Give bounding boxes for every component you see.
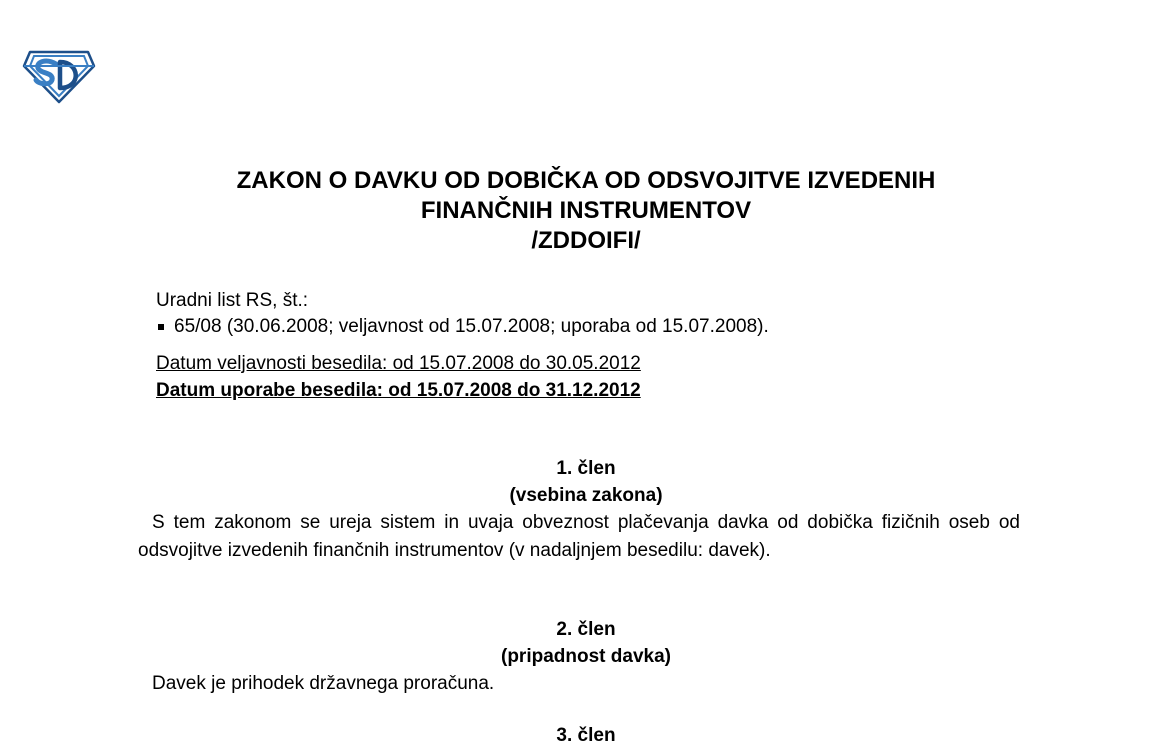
article-2 <box>138 616 1020 698</box>
validity-text: Datum veljavnosti besedila: od 15.07.2008 do 30.05.2012 <box>156 353 641 374</box>
logo-shield-icon <box>22 48 96 104</box>
article-subtitle: (pripadnost davka) <box>501 646 671 667</box>
article-number: 2. člen <box>556 619 616 640</box>
title-abbreviation: /ZDDOIFI/ <box>531 227 641 254</box>
gazette-entry-text: 65/08 (30.06.2008; veljavnost od 15.07.2008; uporaba od 15.07.2008). <box>174 316 769 337</box>
application-text: Datum uporabe besedila: od 15.07.2008 do 31.12.2012 <box>156 380 641 401</box>
article-1 <box>138 455 1020 564</box>
title-line-2: FINANČNIH INSTRUMENTOV <box>420 197 752 224</box>
title-line-1: ZAKON O DAVKU OD DOBIČKA OD ODSVOJITVE IZVEDENIH <box>236 167 936 194</box>
gazette-reference <box>156 288 769 340</box>
article-subtitle: (vsebina zakona) <box>509 485 663 506</box>
article-text: S tem zakonom se ureja sistem in uvaja obveznost plačevanja davka od dobička fizičnih oseb od odsvojitve izvedenih finančnih instrumentov (v nadaljnjem besedilu: davek). <box>138 512 1020 561</box>
validity-dates <box>156 350 641 404</box>
gazette-entry <box>156 314 769 340</box>
article-number: 1. člen <box>556 458 616 479</box>
article-text: Davek je prihodek državnega proračuna. <box>152 673 495 694</box>
article-number: 3. člen <box>556 725 616 746</box>
square-bullet-icon <box>158 324 164 330</box>
article-3 <box>138 722 1020 749</box>
gazette-label: Uradni list RS, št.: <box>156 290 309 311</box>
document-title <box>0 166 1157 256</box>
